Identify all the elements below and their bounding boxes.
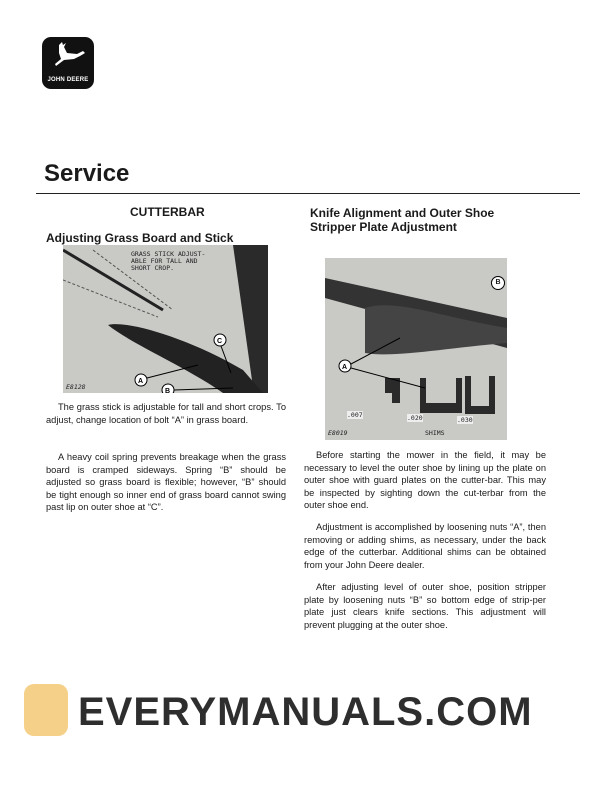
section-heading: CUTTERBAR bbox=[130, 205, 205, 219]
svg-text:A: A bbox=[138, 378, 144, 385]
figure-id: E8019 bbox=[328, 429, 348, 437]
watermark-logo bbox=[24, 684, 68, 736]
svg-text:A: A bbox=[342, 364, 348, 371]
svg-text:C: C bbox=[217, 338, 223, 345]
shim-label: .020 bbox=[407, 414, 423, 422]
shim-label: .007 bbox=[347, 411, 363, 419]
paragraph: Before starting the mower in the field, it may be necessary to level the outer shoe by lining up the plate on outer shoe with guard plates on the cutter-bar. This may be inspected by sighting down the cut-terbar from the outer shoe end. bbox=[304, 450, 546, 511]
shims-caption: SHIMS bbox=[425, 429, 445, 437]
logo-text: JOHN DEERE bbox=[47, 77, 89, 83]
outer-shoe-photo bbox=[325, 258, 507, 440]
left-heading: Adjusting Grass Board and Stick bbox=[46, 231, 234, 245]
page-title: Service bbox=[44, 160, 130, 187]
paragraph: After adjusting level of outer shoe, position stripper plate by loosening nuts “B” so bottom edge of strip-per plate just clears knife sections. This adjustment will prevent plugging at the outer shoe. bbox=[304, 582, 546, 630]
paragraph: Adjustment is accomplished by loosening nuts “A”, then removing or adding shims, as necessary, under the back edge of the cutterbar. Additional shims can be obtained from your John Deere dealer. bbox=[304, 522, 546, 570]
paragraph: The grass stick is adjustable for tall and short crops. To adjust, change location of bolt “A” in grass board. bbox=[46, 402, 286, 425]
figure-note: GRASS STICK ADJUST- ABLE FOR TALL AND SHORT CROP. bbox=[131, 250, 206, 272]
paragraph: A heavy coil spring prevents breakage when the grass board is cramped sideways. Spring “B” should be adjusted so grass board is flexible; however, “B” should be tight enough so inner end of grass board cannot swing past lip on outer shoe at “C”. bbox=[46, 452, 286, 513]
callout-b: B bbox=[491, 276, 505, 290]
svg-text:B: B bbox=[165, 388, 171, 393]
figure-id: E8128 bbox=[66, 383, 86, 391]
deer-icon bbox=[42, 37, 94, 77]
right-heading-line2: Stripper Plate Adjustment bbox=[310, 220, 457, 234]
divider bbox=[36, 193, 580, 194]
john-deere-logo bbox=[42, 37, 94, 89]
watermark-text: EVERYMANUALS.COM bbox=[78, 690, 533, 734]
shim-label: .030 bbox=[457, 416, 473, 424]
grass-board-photo bbox=[63, 245, 268, 393]
right-heading-line1: Knife Alignment and Outer Shoe bbox=[310, 206, 495, 220]
